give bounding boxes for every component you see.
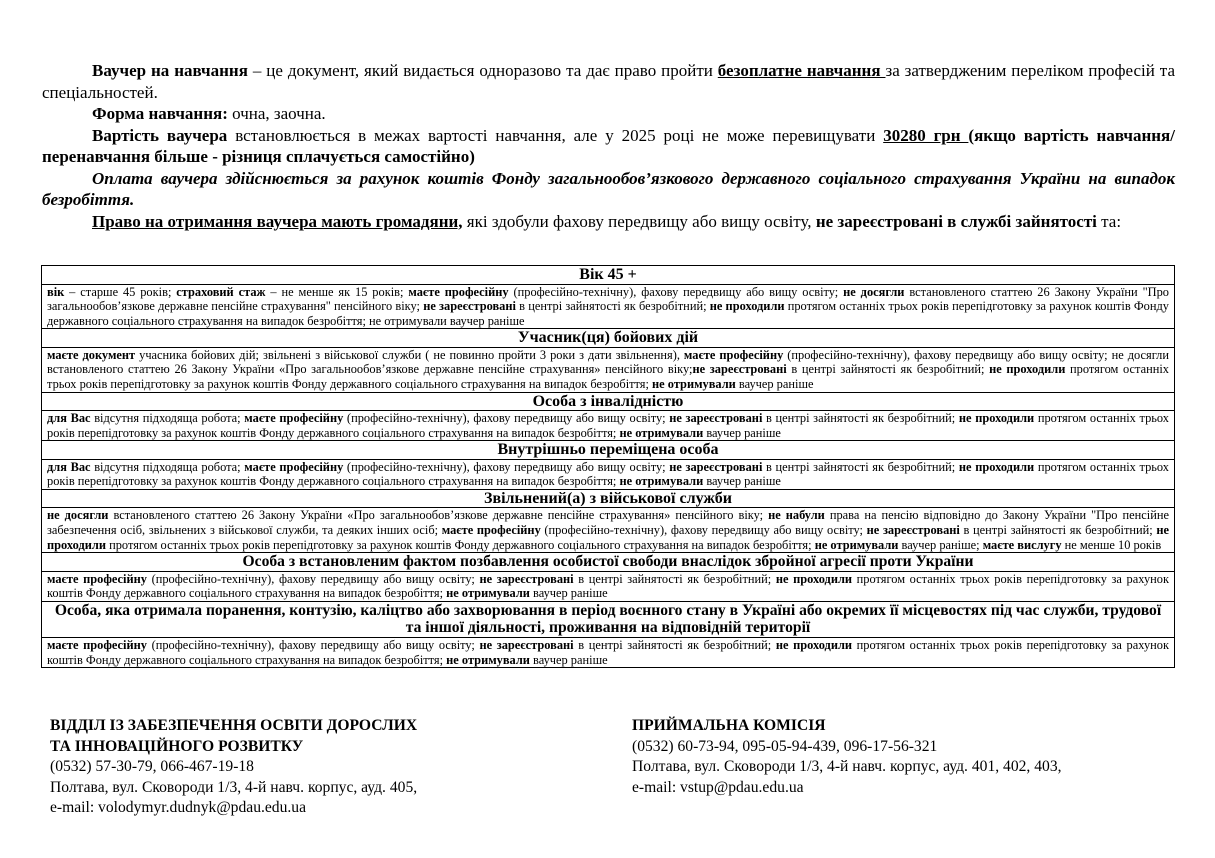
category-header-discharged: Звільнений(а) з військової служби [42, 489, 1175, 508]
category-header-deprived: Особа з встановленим фактом позбавлення особистої свободи внаслідок збройної агресії проти України [42, 553, 1175, 572]
voucher-payment-text: Оплата ваучера здійснюється за рахунок коштів Фонду загальнообов’язкового державного соціального страхування України на випадок безробіття. [42, 168, 1175, 209]
category-body-combatant: маєте документ учасника бойових дій; звільнені з військової служби ( не повинно пройти 3 роки з дати звільнення), маєте професійну (професійно-технічну), фахову передвищу або вищу освіту; не досягли встановленого статтею 26 Закону України «Про загальнообов’язкове державне пенсійне страхування» пенсійного віку;не зареєстровані в центрі зайнятості як безробітний; не проходили протягом останніх трьох років перепідготовку за рахунок коштів Фонду державного соціального страхування на випадок безробіття; не отримували ваучер раніше [42, 347, 1175, 392]
contacts-admission-office [632, 716, 1192, 798]
study-form-label: Форма навчання: [92, 104, 228, 123]
voucher-definition-text: – це документ, який видається одноразово та дає право пройти [247, 61, 718, 80]
voucher-cost [42, 125, 1175, 168]
contact-left-address: Полтава, вул. Сковороди 1/3, 4-й навч. корпус, ауд. 405, [50, 778, 418, 796]
voucher-definition [42, 60, 1175, 103]
eligibility-table [41, 265, 1175, 668]
category-body-age: вік – старше 45 років; страховий стаж – не менше як 15 років; маєте професійну (професійно-технічну), фахову передвищу або вищу освіту; не досягли встановленого статтею 26 Закону України "Про загальнообов’язкове державне пенсійне страхування" пенсійного віку; не зареєстровані в центрі зайнятості як безробітний; не проходили протягом останніх трьох років перепідготовку за рахунок коштів Фонду державного соціального страхування на випадок безробіття; не отримували ваучер раніше [42, 284, 1175, 329]
eligibility-text: які здобули фахову передвищу або вищу освіту, [462, 211, 816, 231]
contact-right-email[interactable]: e-mail: vstup@pdau.edu.ua [632, 778, 804, 796]
category-body-discharged: не досягли встановленого статтею 26 Закону України «Про загальнообов’язкове державне пенсійне страхування» пенсійного віку; не набули права на пенсію відповідно до Закону України "Про пенсійне забезпечення осіб, звільнених з військової служби, та деяких інших осіб; маєте професійну (професійно-технічну), фахову передвищу або вищу освіту; не зареєстровані в центрі зайнятості як безробітний; не проходили протягом останніх трьох років перепідготовку за рахунок коштів Фонду державного соціального страхування на випадок безробіття; не отримували ваучер раніше; маєте вислугу не менше 10 років [42, 508, 1175, 553]
category-header-injured: Особа, яка отримала поранення, контузію, каліцтво або захворювання в період воєнного стану в Україні або окремих її місцевостях під час служби, трудової та іншої діяльності, проживання на відповідній території [42, 601, 1175, 637]
eligibility-not-registered: не зареєстровані в службі зайнятості [815, 211, 1097, 231]
category-body-injured: маєте професійну (професійно-технічну), фахову передвищу або вищу освіту; не зареєстровані в центрі зайнятості як безробітний; не проходили протягом останніх трьох років перепідготовку за рахунок коштів Фонду державного соціального страхування на випадок безробіття; не отримували ваучер раніше [42, 637, 1175, 667]
eligibility-tail: та: [1096, 211, 1122, 231]
contact-left-title-1: ВІДДІЛ ІЗ ЗАБЕЗПЕЧЕННЯ ОСВІТИ ДОРОСЛИХ [50, 717, 418, 734]
category-header-idp: Внутрішньо переміщена особа [42, 441, 1175, 460]
intro-section [42, 60, 1175, 232]
contact-right-phone: (0532) 60-73-94, 095-05-94-439, 096-17-56-321 [632, 737, 938, 755]
category-body-disability: для Вас відсутня підходяща робота; маєте професійну (професійно-технічну), фахову передвищу або вищу освіту; не зареєстровані в центрі зайнятості як безробітний; не проходили протягом останніх трьох років перепідготовку за рахунок коштів Фонду державного соціального страхування на випадок безробіття; не отримували ваучер раніше [42, 411, 1175, 441]
contact-left-phone: (0532) 57-30-79, 066-467-19-18 [50, 758, 254, 775]
contact-right-title: ПРИЙМАЛЬНА КОМІСІЯ [632, 717, 826, 734]
category-header-age: Вік 45 + [42, 266, 1175, 285]
eligibility-heading: Право на отримання ваучера мають громадяни, [92, 211, 463, 231]
study-form-value: очна, заочна. [227, 104, 326, 123]
contacts-adult-education [50, 716, 550, 819]
eligibility-intro [42, 211, 1175, 233]
category-body-idp: для Вас відсутня підходяща робота; маєте професійну (професійно-технічну), фахову передвищу або вищу освіту; не зареєстровані в центрі зайнятості як безробітний; не проходили протягом останніх трьох років перепідготовку за рахунок коштів Фонду державного соціального страхування на випадок безробіття; не отримували ваучер раніше [42, 459, 1175, 489]
contact-left-email[interactable]: e-mail: volodymyr.dudnyk@pdau.edu.ua [50, 799, 307, 816]
study-form [42, 103, 1175, 125]
voucher-payment [42, 168, 1175, 211]
contact-right-address: Полтава, вул. Сковороди 1/3, 4-й навч. корпус, ауд. 401, 402, 403, [632, 758, 1062, 775]
category-header-disability: Особа з інвалідністю [42, 392, 1175, 411]
voucher-cost-text: встановлюється в межах вартості навчання, але у 2025 році не може перевищувати [227, 125, 884, 145]
category-header-combatant: Учасник(ця) бойових дій [42, 329, 1175, 348]
voucher-term: Ваучер на навчання [92, 61, 248, 80]
category-body-deprived: маєте професійну (професійно-технічну), фахову передвищу або вищу освіту; не зареєстровані в центрі зайнятості як безробітний; не проходили протягом останніх трьох років перепідготовку за рахунок коштів Фонду державного соціального страхування на випадок безробіття; не отримували ваучер раніше [42, 571, 1175, 601]
voucher-cost-note: (якщо вартість навчання/перенавчання більше - різниця сплачується самостійно) [42, 125, 1175, 166]
contact-left-title-2: ТА ІННОВАЦІЙНОГО РОЗВИТКУ [50, 737, 304, 755]
voucher-cost-label: Вартість ваучера [92, 125, 228, 145]
voucher-cost-amount: 30280 грн [883, 125, 969, 145]
voucher-definition-tail: за затвердженим переліком професій та спеціальностей. [42, 61, 1175, 102]
free-training-text: безоплатне навчання [717, 61, 886, 80]
